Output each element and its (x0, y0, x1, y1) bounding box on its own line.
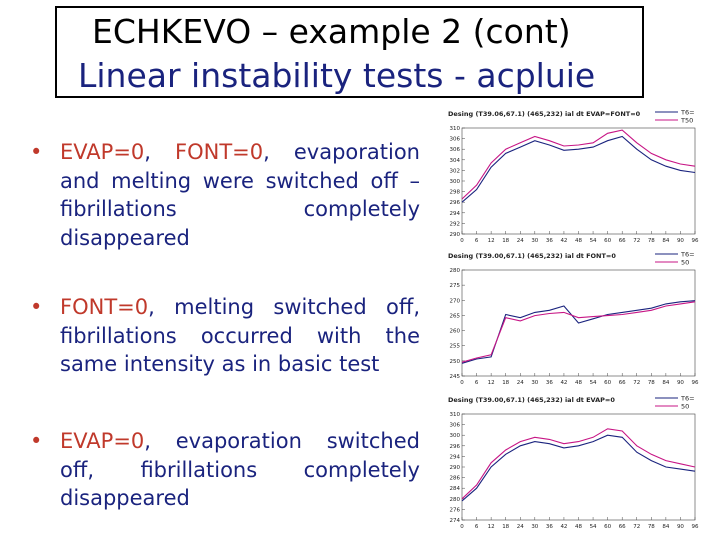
y-tick-label: 276 (449, 507, 460, 514)
x-tick-label: 84 (662, 524, 670, 530)
bullet-dot-icon: • (30, 140, 43, 164)
x-tick-label: 60 (604, 380, 612, 386)
bullet-dot-icon: • (30, 295, 43, 319)
y-tick-label: 284 (449, 486, 460, 493)
y-tick-label: 292 (449, 221, 460, 228)
y-tick-label: 294 (449, 210, 460, 217)
legend-label: T6= (681, 394, 695, 403)
x-tick-label: 54 (589, 524, 597, 530)
x-tick-label: 36 (545, 380, 553, 386)
x-tick-label: 42 (560, 238, 568, 244)
plot-header: Desing (T39.00,67.1) (465,232) ial dt EVAP=0 (448, 396, 615, 404)
x-tick-label: 12 (487, 238, 495, 244)
x-tick-label: 72 (633, 524, 641, 530)
plot-2-svg (440, 248, 700, 388)
x-tick-label: 24 (516, 380, 524, 386)
y-tick-label: 306 (449, 147, 460, 154)
x-tick-label: 42 (560, 380, 568, 386)
series-line-1 (462, 301, 695, 364)
bullet-1-text (60, 138, 420, 252)
bullet-3-text (60, 427, 420, 513)
x-tick-label: 36 (545, 238, 553, 244)
legend-label: 50 (681, 258, 690, 267)
x-tick-label: 78 (647, 238, 655, 244)
x-tick-label: 66 (618, 380, 626, 386)
x-tick-label: 84 (662, 238, 670, 244)
x-tick-label: 12 (487, 380, 495, 386)
slide-subtitle: Linear instability tests - acpluie (78, 56, 596, 95)
y-tick-label: 280 (449, 496, 460, 503)
y-tick-label: 250 (449, 358, 460, 365)
x-tick-label: 90 (676, 238, 684, 244)
x-tick-label: 54 (589, 238, 597, 244)
y-tick-label: 296 (449, 200, 460, 207)
x-tick-label: 96 (691, 238, 699, 244)
y-tick-label: 275 (449, 283, 460, 290)
plot-frame (462, 414, 695, 520)
plot-2 (440, 248, 700, 388)
y-tick-label: 298 (449, 189, 460, 196)
bullet-3 (30, 427, 420, 513)
bullet-3-rest: , evaporation switched off, fibrillations completely disappeared (60, 429, 420, 510)
x-tick-label: 48 (575, 380, 582, 386)
y-tick-label: 265 (449, 313, 460, 320)
bullet-1-key1: EVAP=0 (60, 140, 145, 164)
y-tick-label: 294 (449, 454, 460, 461)
plot-header: Desing (T39.06,67.1) (465,232) ial dt EVAP=FONT=0 (448, 110, 641, 118)
x-tick-label: 60 (604, 238, 612, 244)
plot-header: Desing (T39.00,67.1) (465,232) ial dt FONT=0 (448, 252, 616, 260)
x-tick-label: 36 (545, 524, 553, 530)
bullet-1 (30, 138, 420, 252)
legend-label: T50 (681, 116, 694, 125)
y-tick-label: 255 (449, 343, 460, 350)
x-tick-label: 6 (474, 238, 479, 244)
series-line-1 (462, 137, 695, 203)
y-tick-label: 270 (449, 298, 460, 305)
x-tick-label: 78 (647, 380, 655, 386)
x-tick-label: 90 (676, 380, 684, 386)
x-tick-label: 60 (604, 524, 612, 530)
x-tick-label: 30 (531, 380, 539, 386)
x-tick-label: 48 (575, 524, 582, 530)
x-tick-label: 96 (691, 380, 699, 386)
series-line-2 (462, 429, 695, 499)
x-tick-label: 54 (589, 380, 597, 386)
bullet-dot-icon: • (30, 429, 43, 453)
x-tick-label: 6 (474, 380, 479, 386)
series-line-2 (462, 302, 695, 362)
x-tick-label: 18 (502, 524, 510, 530)
y-tick-label: 302 (449, 168, 460, 175)
series-line-2 (462, 130, 695, 199)
y-tick-label: 300 (449, 433, 460, 440)
x-tick-label: 12 (487, 524, 495, 530)
y-tick-label: 300 (449, 179, 460, 185)
x-tick-label: 24 (516, 524, 524, 530)
plot-3 (440, 392, 700, 532)
x-tick-label: 78 (647, 524, 655, 530)
x-tick-label: 0 (460, 380, 464, 386)
legend-label: T6= (681, 108, 695, 117)
x-tick-label: 66 (618, 238, 626, 244)
x-tick-label: 30 (531, 238, 539, 244)
bullet-2-text (60, 293, 420, 379)
bullet-2-rest: , melting switched off, fibrillations occurred with the same intensity as in basic test (60, 295, 420, 376)
series-line-1 (462, 435, 695, 501)
bullet-2-key1: FONT=0 (60, 295, 149, 319)
x-tick-label: 0 (460, 238, 464, 244)
bullet-3-key1: EVAP=0 (60, 429, 145, 453)
y-tick-label: 304 (449, 157, 460, 164)
x-tick-label: 18 (502, 238, 510, 244)
y-tick-label: 310 (449, 412, 460, 418)
y-tick-label: 260 (449, 328, 460, 335)
y-tick-label: 290 (449, 232, 460, 238)
bullet-1-key2: FONT=0 (175, 140, 264, 164)
x-tick-label: 0 (460, 524, 464, 530)
y-tick-label: 286 (449, 475, 460, 482)
bullet-2 (30, 293, 420, 379)
y-tick-label: 306 (449, 422, 460, 429)
plot-1-svg (440, 106, 700, 246)
y-tick-label: 296 (449, 443, 460, 450)
y-tick-label: 310 (449, 126, 460, 132)
bullet-1-rest: , evaporation and melting were switched off – fibrillations completely disappeared (60, 140, 420, 250)
y-tick-label: 290 (449, 465, 460, 471)
x-tick-label: 90 (676, 524, 684, 530)
y-tick-label: 280 (449, 268, 460, 274)
x-tick-label: 30 (531, 524, 539, 530)
y-tick-label: 245 (449, 374, 460, 380)
x-tick-label: 72 (633, 238, 641, 244)
y-tick-label: 306 (449, 136, 460, 143)
x-tick-label: 18 (502, 380, 510, 386)
x-tick-label: 42 (560, 524, 568, 530)
plot-3-svg (440, 392, 700, 532)
legend-label: T6= (681, 250, 695, 259)
legend-label: 50 (681, 402, 690, 411)
x-tick-label: 72 (633, 380, 641, 386)
bullet-1-sep: , (144, 140, 176, 164)
plot-frame (462, 128, 695, 234)
x-tick-label: 66 (618, 524, 626, 530)
plot-1 (440, 106, 700, 246)
x-tick-label: 84 (662, 380, 670, 386)
x-tick-label: 24 (516, 238, 524, 244)
x-tick-label: 6 (474, 524, 479, 530)
x-tick-label: 48 (575, 238, 582, 244)
x-tick-label: 96 (691, 524, 699, 530)
slide-title: ECHKEVO – example 2 (cont) (92, 12, 571, 51)
y-tick-label: 274 (449, 518, 460, 524)
